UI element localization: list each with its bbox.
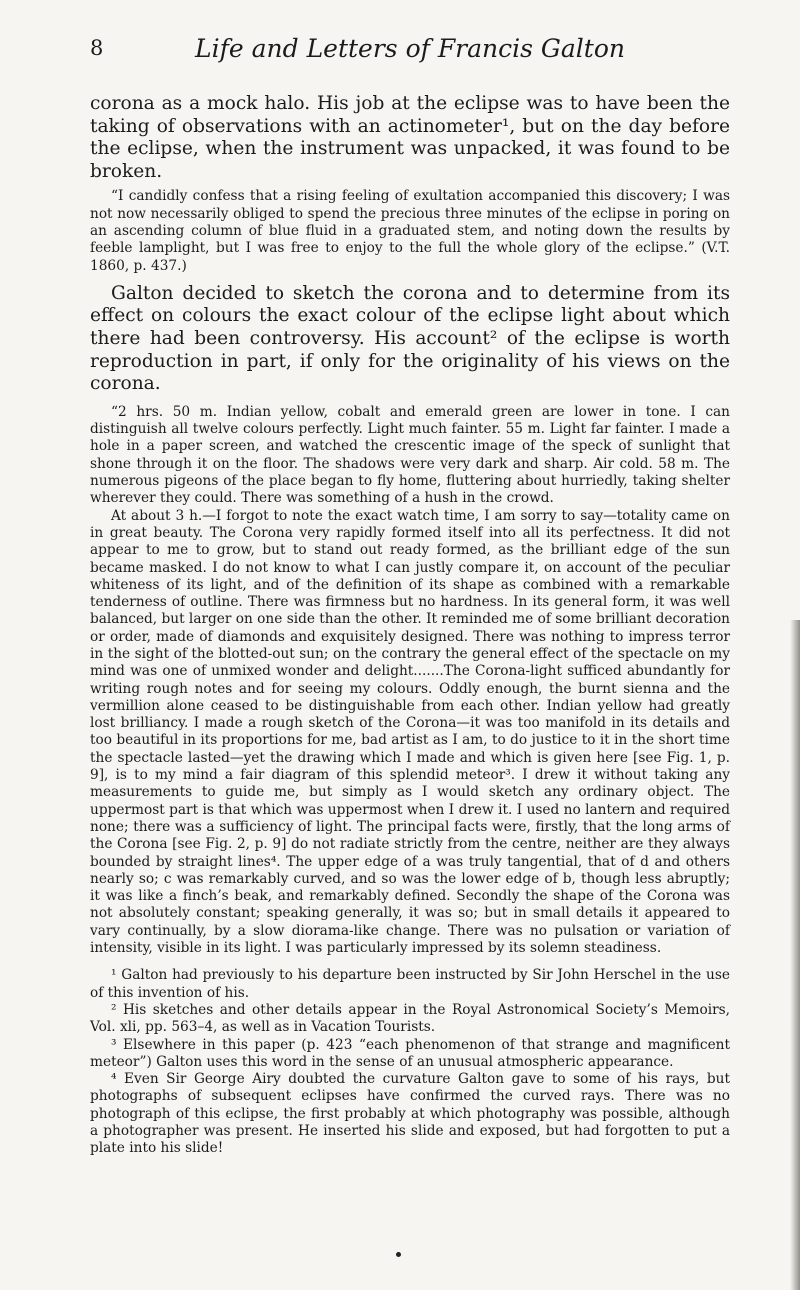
footnote-1: ¹ Galton had previously to his departure been instructed by Sir John Herschel in the use of this invention of his. (90, 967, 730, 1001)
footnote-2: ² His sketches and other details appear in the Royal Astronomical Society’s Memoirs, Vol. xli, pp. 563–4, as well as in Vacation Tourists. (90, 1001, 730, 1036)
quote-eclipse-notes: “2 hrs. 50 m. Indian yellow, cobalt and emerald green are lower in tone. I can distinguish all twelve colours perfectly. Light much fainter. 55 m. Light far fainter. I made a hole in a paper screen, and watched the crescentic image of the speck of sunlight that shone through it on the floor. The shadows were very dark and sharp. Air cold. 58 m. The numerous pigeons of the place began to fly home, fluttering about hurriedly, taking shelter wherever they could. There was something of a hush in the crowd. (90, 403, 730, 507)
page-mark (396, 1252, 401, 1257)
running-title: Life and Letters of Francis Galton (195, 34, 625, 63)
page-header (90, 36, 730, 72)
quote-actinometer: “I candidly confess that a rising feeling of exultation accompanied this discovery; I was not now necessarily obliged to spend the precious three minutes of the eclipse in poring on an ascending column of blue fluid in a graduated stem, and noting down the results by feeble lamplight, but I was free to enjoy to the full the whole glory of the eclipse.” (V.T. 1860, p. 437.) (90, 188, 730, 274)
footnote-3: ³ Elsewhere in this paper (p. 423 “each phenomenon of that strange and magnificent meteor”) Galton uses this word in the sense of an unusual atmospheric appearance. (90, 1036, 730, 1070)
footnote-4: ⁴ Even Sir George Airy doubted the curvature Galton gave to some of his rays, but photographs of subsequent eclipses have confirmed the curved rays. There was no photograph of this eclipse, the first probably at which photography was possible, although a photographer was present. He inserted his slide and exposed, but had forgotten to put a plate into his slide! (90, 1071, 730, 1157)
paragraph-corona: Galton decided to sketch the corona and to determine from its effect on colours the exact colour of the eclipse light about which there had been controversy. His account² of the eclipse is worth reproduction in part, if only for the originality of his views on the corona. (90, 282, 730, 395)
paragraph-intro: corona as a mock halo. His job at the eclipse was to have been the taking of observations with an actinometer¹, but on the day before the eclipse, when the instrument was unpacked, it was found to be broken. (90, 93, 730, 182)
page-number: 8 (90, 36, 104, 60)
page-edge-shadow (790, 620, 800, 1290)
quote-totality: At about 3 h.—I forgot to note the exact watch time, I am sorry to say—totality came on in great beauty. The Corona very rapidly formed itself into all its perfectness. It did not appear to me to grow, but to stand out ready formed, as the brilliant edge of the sun became masked. I do not know to what I can justly compare it, on account of the peculiar whiteness of its light, and of the definition of its shape as combined with a remarkable tenderness of outline. There was firmness but no hardness. In its general form, it was well balanced, but larger on one side than the other. It reminded me of some brilliant decoration or order, made of diamonds and exquisitely designed. There was nothing to impress terror in the sight of the blotted-out sun; on the contrary the general effect of the spectacle on my mind was one of unmixed wonder and delight.......The Corona-light sufficed abundantly for writing rough notes and for seeing my colours. Oddly enough, the burnt sienna and the vermillion alone ceased to be distinguishable from each other. Indian yellow had greatly lost brilliancy. I made a rough sketch of the Corona—it was too manifold in its details and too beautiful in its proportions for me, bad artist as I am, to do justice to it in the short time the spectacle lasted—yet the drawing which I made and which is given here [see Fig. 1, p. 9], is to my mind a fair diagram of this splendid meteor³. I drew it without taking any measurements to guide me, but simply as I would sketch any ordinary object. The uppermost part is that which was uppermost when I drew it. I used no lantern and required none; there was a sufficiency of light. The principal facts were, firstly, that the long arms of the Corona [see Fig. 2, p. 9] do not radiate strictly from the centre, neither are they always bounded by straight lines⁴. The upper edge of a was truly tangential, that of d and others nearly so; c was remarkably curved, and so was the lower edge of b, though less abruptly; it was like a finch’s beak, and remarkably defined. Secondly the shape of the Corona was not absolutely constant; speaking generally, it was so; but in small details it appeared to vary continually, by a slow diorama-like change. There was no pulsation or variation of intensity, visible in its light. I was particularly impressed by its solemn steadiness. (90, 507, 730, 957)
page-body (90, 93, 730, 1158)
